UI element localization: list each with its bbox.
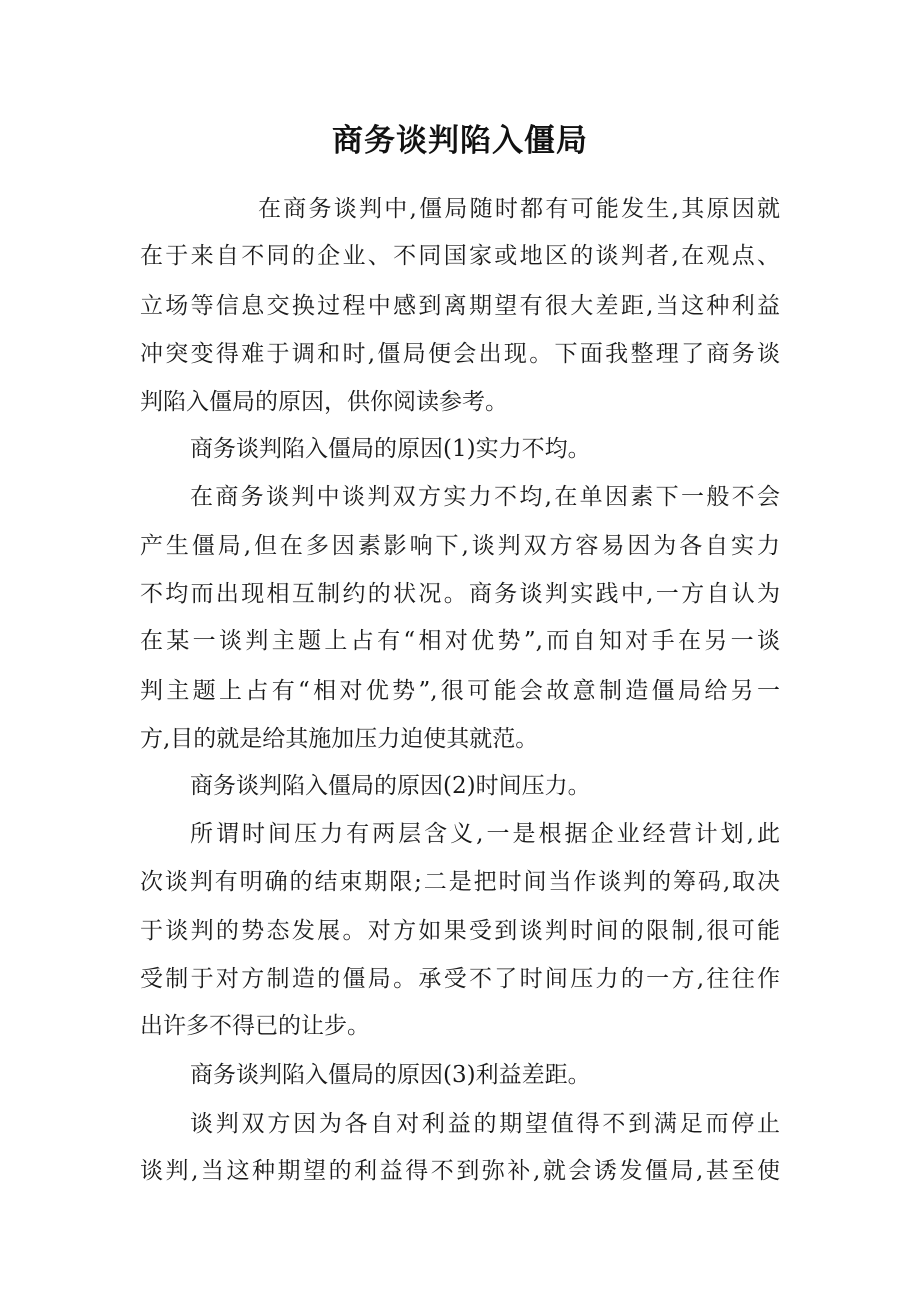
paragraph-line: 方,目的就是给其施加压力迫使其就范。 bbox=[140, 726, 539, 752]
document-title: 商务谈判陷入僵局 bbox=[332, 123, 588, 159]
paragraph-line: 不均而出现相互制约的状况。商务谈判实践中,一方自认为 bbox=[140, 581, 780, 607]
paragraph-line: 在商务谈判中,僵局随时都有可能发生,其原因就 bbox=[258, 196, 780, 222]
paragraph-line: 冲突变得难于调和时,僵局便会出现。下面我整理了商务谈 bbox=[140, 341, 780, 367]
paragraph-line: 所谓时间压力有两层含义,一是根据企业经营计划,此 bbox=[190, 821, 780, 847]
paragraph-line: 在某一谈判主题上占有“相对优势”,而自知对手在另一谈 bbox=[140, 628, 780, 654]
paragraph-line: 在商务谈判中谈判双方实力不均,在单因素下一般不会 bbox=[190, 484, 780, 510]
section-heading: 商务谈判陷入僵局的原因(3)利益差距。 bbox=[190, 1062, 591, 1088]
paragraph-line: 于谈判的势态发展。对方如果受到谈判时间的限制,很可能 bbox=[140, 918, 780, 944]
paragraph-line: 判陷入僵局的原因，供你阅读参考。 bbox=[140, 389, 508, 415]
paragraph-line: 出许多不得已的让步。 bbox=[140, 1013, 370, 1039]
paragraph-line: 立场等信息交换过程中感到离期望有很大差距,当这种利益 bbox=[140, 293, 780, 319]
paragraph-line: 谈判双方因为各自对利益的期望值得不到满足而停止 bbox=[190, 1111, 780, 1137]
paragraph-line: 谈判,当这种期望的利益得不到弥补,就会诱发僵局,甚至使 bbox=[140, 1158, 780, 1184]
section-heading: 商务谈判陷入僵局的原因(1)实力不均。 bbox=[190, 436, 591, 462]
paragraph-line: 判主题上占有“相对优势”,很可能会故意制造僵局给另一 bbox=[140, 678, 780, 704]
section-heading: 商务谈判陷入僵局的原因(2)时间压力。 bbox=[190, 773, 591, 799]
paragraph-line: 次谈判有明确的结束期限;二是把时间当作谈判的筹码,取决 bbox=[140, 869, 780, 895]
paragraph-line: 受制于对方制造的僵局。承受不了时间压力的一方,往往作 bbox=[140, 966, 780, 992]
paragraph-line: 在于来自不同的企业、不同国家或地区的谈判者,在观点、 bbox=[140, 243, 780, 269]
paragraph-line: 产生僵局,但在多因素影响下,谈判双方容易因为各自实力 bbox=[140, 533, 780, 559]
